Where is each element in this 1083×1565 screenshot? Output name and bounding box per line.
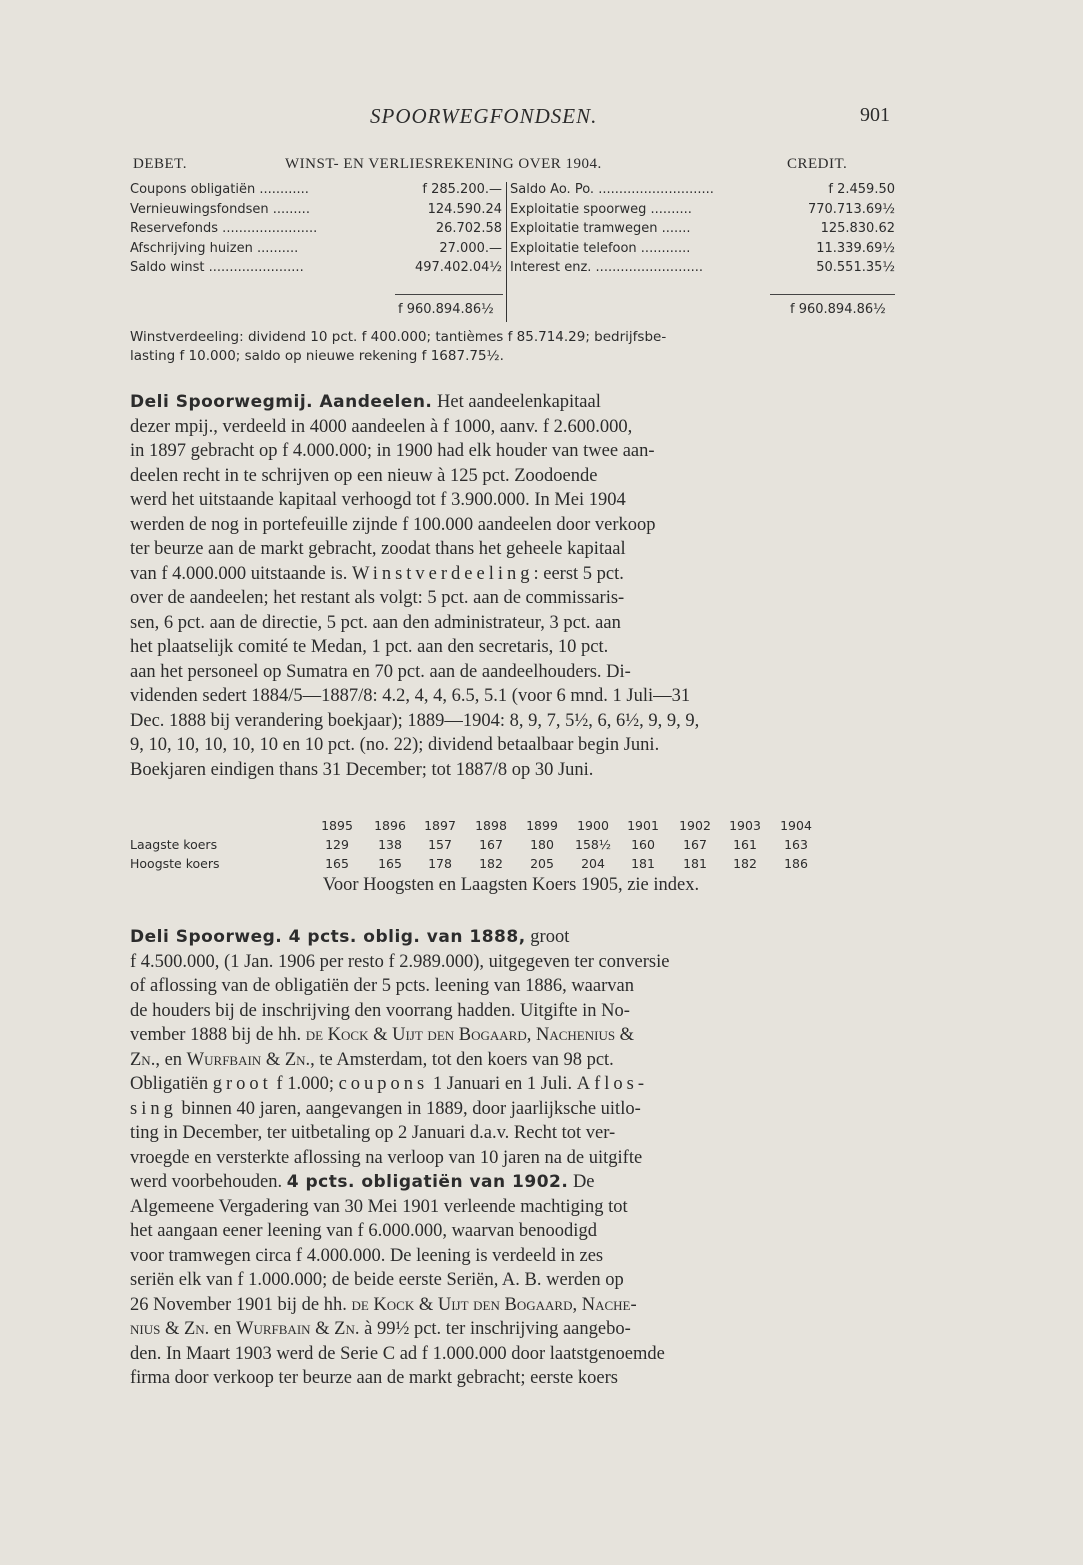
firm-name: nius & Zn. (130, 1319, 210, 1339)
koers-cell: 165 (378, 856, 402, 871)
text-line: Deli Spoorweg. 4 pcts. oblig. van 1888, groot (130, 927, 570, 947)
firm-name: Wurfbain & Zn. (236, 1319, 360, 1339)
spaced-term: Aflos- (576, 1074, 649, 1094)
subsection-heading: 4 pcts. obligatiën van 1902. (286, 1172, 569, 1192)
ledger-row (130, 241, 502, 261)
koers-row-laagste (130, 837, 890, 856)
text-line: werd voorbehouden. 4 pcts. obligatiën van 1902. De (130, 1172, 595, 1192)
text-line: het plaatselijk comité te Medan, 1 pct. aan den secretaris, 10 pct. (130, 637, 609, 657)
section-deli-spoorweg-obligaties (130, 925, 892, 1391)
text-line: 26 November 1901 bij de hh. de Kock & Uijt den Bogaard, Nache- (130, 1294, 637, 1315)
running-head (130, 104, 890, 134)
koers-years-row (130, 818, 890, 837)
text-line: videnden sedert 1884/5—1887/8: 4.2, 4, 4, 6.5, 5.1 (voor 6 mnd. 1 Juli—31 (130, 686, 691, 706)
page-number: 901 (860, 104, 890, 126)
text-line: vember 1888 bij de hh. de Kock & Uijt den Bogaard, Nachenius & (130, 1025, 635, 1045)
row-label: Hoogste koers (130, 856, 220, 871)
text-line: werd het uitstaande kapitaal verhoogd tot f 3.900.000. In Mei 1904 (130, 490, 626, 510)
koers-cell: 157 (428, 837, 452, 852)
text-line: het aangaan eener leening van f 6.000.000, waarvan benoodigd (130, 1221, 597, 1241)
spaced-term: Winstverdeeling (351, 563, 534, 584)
ledger-row (510, 221, 895, 241)
ledger-label: Exploitatie spoorweg .......... (510, 201, 692, 217)
koers-cell: 160 (631, 837, 655, 852)
ledger-label: Saldo Ao. Po. ............................ (510, 182, 714, 197)
koers-note: Voor Hoogsten en Laagsten Koers 1905, zie index. (322, 875, 700, 895)
text-line: firma door verkoop ter beurze aan de markt gebracht; eerste koers (130, 1368, 618, 1388)
text-line: aan het personeel op Sumatra en 70 pct. aan de aandeelhouders. Di- (130, 661, 631, 682)
ledger-label: Coupons obligatiën ............ (130, 182, 309, 197)
koers-cell: 182 (479, 856, 503, 871)
year-cell: 1900 (577, 818, 609, 833)
ledger-label: Reservefonds ....................... (130, 221, 318, 236)
text-line: Zn., en Wurfbain & Zn., te Amsterdam, tot den koers van 98 pct. (130, 1049, 614, 1070)
spaced-term: coupons (338, 1074, 429, 1094)
ledger-amount: f 2.459.50 (828, 182, 895, 197)
koers-cell: 186 (784, 856, 808, 871)
koers-cell: 181 (631, 856, 655, 871)
ledger-row (130, 260, 502, 280)
ledger-amount: 26.702.58 (435, 221, 502, 236)
text-line: deelen recht in te schrijven op een nieuw à 125 pct. Zoodoende (130, 465, 598, 486)
koers-cell: 138 (378, 837, 402, 852)
text-line: in 1897 gebracht op f 4.000.000; in 1900 had elk houder van twee aan- (130, 441, 655, 461)
koers-cell: 129 (325, 837, 349, 852)
koers-row-hoogste (130, 856, 890, 875)
text-line: dezer mpij., verdeeld in 4000 aandeelen à f 1000, aanv. f 2.600.000, (130, 416, 633, 437)
total-credit: f 960.894.86½ (790, 302, 886, 317)
text-line: werden de nog in portefeuille zijnde f 100.000 aandeelen door verkoop (130, 514, 656, 535)
ledger-title: WINST- EN VERLIESREKENING OVER 1904. (285, 156, 602, 172)
koers-cell: 178 (428, 856, 452, 871)
ledger-amount: 124.590.24 (427, 201, 502, 217)
ledger-amount: 125.830.62 (820, 221, 895, 236)
firm-name: Zn. (130, 1049, 156, 1070)
year-cell: 1899 (526, 818, 558, 833)
ledger-row (510, 202, 895, 222)
koers-table (130, 818, 890, 875)
koers-cell: 165 (325, 856, 349, 871)
text-line: voor tramwegen circa f 4.000.000. De leening is verdeeld in zes (130, 1245, 604, 1266)
year-cell: 1902 (679, 818, 711, 833)
koers-cell: 204 (581, 856, 605, 871)
ledger-label: Exploitatie tramwegen ....... (510, 221, 691, 236)
winstverdeeling-note (130, 328, 892, 366)
text-line: vroegde en versterkte aflossing na verloop van 10 jaren na de uitgifte (130, 1147, 643, 1168)
text-line: Winstverdeeling: dividend 10 pct. f 400.000; tantièmes f 85.714.29; bedrijfsbe- (130, 329, 667, 345)
sum-rule-debet (395, 294, 503, 295)
text-line: ter beurze aan de markt gebracht, zoodat thans het geheele kapitaal (130, 539, 626, 559)
text-line: van f 4.000.000 uitstaande is. Winstverdeeling: eerst 5 pct. (130, 563, 624, 584)
ledger-amount: 50.551.35½ (816, 260, 895, 275)
ledger-row (510, 241, 895, 261)
koers-cell: 161 (733, 837, 757, 852)
text-line: of aflossing van de obligatiën der 5 pcts. leening van 1886, waarvan (130, 976, 634, 996)
text-line: nius & Zn. en Wurfbain & Zn. à 99½ pct. ter inschrijving aangebo- (130, 1319, 631, 1339)
text-line: Deli Spoorwegmij. Aandeelen. Het aandeelenkapitaal (130, 392, 601, 412)
text-line: sing binnen 40 jaren, aangevangen in 1889, door jaarlijksche uitlo- (130, 1098, 641, 1119)
text-line: Dec. 1888 bij verandering boekjaar); 1889—1904: 8, 9, 7, 5½, 6, 6½, 9, 9, 9, (130, 710, 700, 731)
ledger-row (510, 260, 895, 280)
ledger-amount: f 285.200.— (422, 182, 502, 197)
ledger-row (130, 221, 502, 241)
koers-cell: 205 (530, 856, 554, 871)
total-debet: f 960.894.86½ (398, 302, 494, 317)
text-line: 9, 10, 10, 10, 10, 10 en 10 pct. (no. 22); dividend betaalbaar begin Juni. (130, 735, 660, 755)
debet-column (130, 182, 502, 280)
text-line: Obligatiën groot f 1.000; coupons 1 Januari en 1 Juli. Aflos- (130, 1074, 649, 1094)
koers-cell: 167 (479, 837, 503, 852)
row-label: Laagste koers (130, 837, 218, 852)
spaced-term: sing (130, 1098, 177, 1119)
koers-cell: 180 (530, 837, 554, 852)
ledger-amount: 497.402.04½ (414, 260, 502, 275)
koers-cell: 167 (683, 837, 707, 852)
ledger-row (130, 202, 502, 222)
credit-column (510, 182, 895, 280)
text-line: lasting f 10.000; saldo op nieuwe rekening f 1687.75½. (130, 348, 504, 364)
text-line: seriën elk van f 1.000.000; de beide eerste Seriën, A. B. werden op (130, 1270, 624, 1290)
ledger-row (510, 182, 895, 202)
text-line: f 4.500.000, (1 Jan. 1906 per resto f 2.989.000), uitgegeven ter conversie (130, 951, 670, 972)
ledger-label: Afschrijving huizen .......... (130, 240, 299, 256)
text-line: ting in December, ter uitbetaling op 2 Januari d.a.v. Recht tot ver- (130, 1123, 616, 1143)
firm-name: Wurfbain & Zn. (186, 1049, 311, 1070)
section-deli-spoorwegmij (130, 390, 892, 782)
ledger-amount: 770.713.69½ (807, 201, 895, 217)
year-cell: 1897 (424, 818, 456, 833)
firm-name: de Kock & Uijt den Bogaard, Nache- (351, 1294, 637, 1315)
firm-name: de Kock & Uijt den Bogaard, Nachenius & (305, 1025, 635, 1045)
ledger-amount: 27.000.— (439, 240, 502, 256)
year-cell: 1901 (627, 818, 659, 833)
credit-label: CREDIT. (787, 156, 848, 172)
section-heading: Deli Spoorwegmij. Aandeelen. (130, 392, 433, 412)
text-line: de houders bij de inschrijving den voorrang hadden. Uitgifte in No- (130, 1000, 630, 1021)
ledger-row (130, 182, 502, 202)
text-line: over de aandeelen; het restant als volgt: 5 pct. aan de commissaris- (130, 588, 625, 608)
debet-label: DEBET. (133, 156, 187, 172)
year-cell: 1898 (475, 818, 507, 833)
year-cell: 1896 (374, 818, 406, 833)
sum-rule-credit (770, 294, 895, 295)
ledger-label: Vernieuwingsfondsen ......... (130, 201, 310, 217)
text-line: Boekjaren eindigen thans 31 December; tot 1887/8 op 30 Juni. (130, 759, 594, 780)
koers-cell: 182 (733, 856, 757, 871)
ledger-label: Interest enz. .......................... (510, 260, 703, 275)
section-heading: Deli Spoorweg. 4 pcts. oblig. van 1888, (130, 927, 526, 947)
text-line: den. In Maart 1903 werd de Serie C ad f 1.000.000 door laatstgenoemde (130, 1343, 665, 1364)
year-cell: 1904 (780, 818, 812, 833)
koers-cell: 163 (784, 837, 808, 852)
koers-cell: 158½ (575, 837, 611, 852)
text-line: Algemeene Vergadering van 30 Mei 1901 verleende machtiging tot (130, 1196, 628, 1217)
running-title: SPOORWEGFONDSEN. (370, 104, 598, 128)
column-divider (506, 182, 507, 322)
ledger-label: Exploitatie telefoon ............ (510, 240, 691, 256)
ledger-label: Saldo winst ....................... (130, 260, 304, 275)
ledger-amount: 11.339.69½ (816, 240, 895, 256)
spaced-term: groot (212, 1074, 272, 1094)
text-line: sen, 6 pct. aan de directie, 5 pct. aan den administrateur, 3 pct. aan (130, 612, 621, 633)
koers-cell: 181 (683, 856, 707, 871)
year-cell: 1903 (729, 818, 761, 833)
year-cell: 1895 (321, 818, 353, 833)
